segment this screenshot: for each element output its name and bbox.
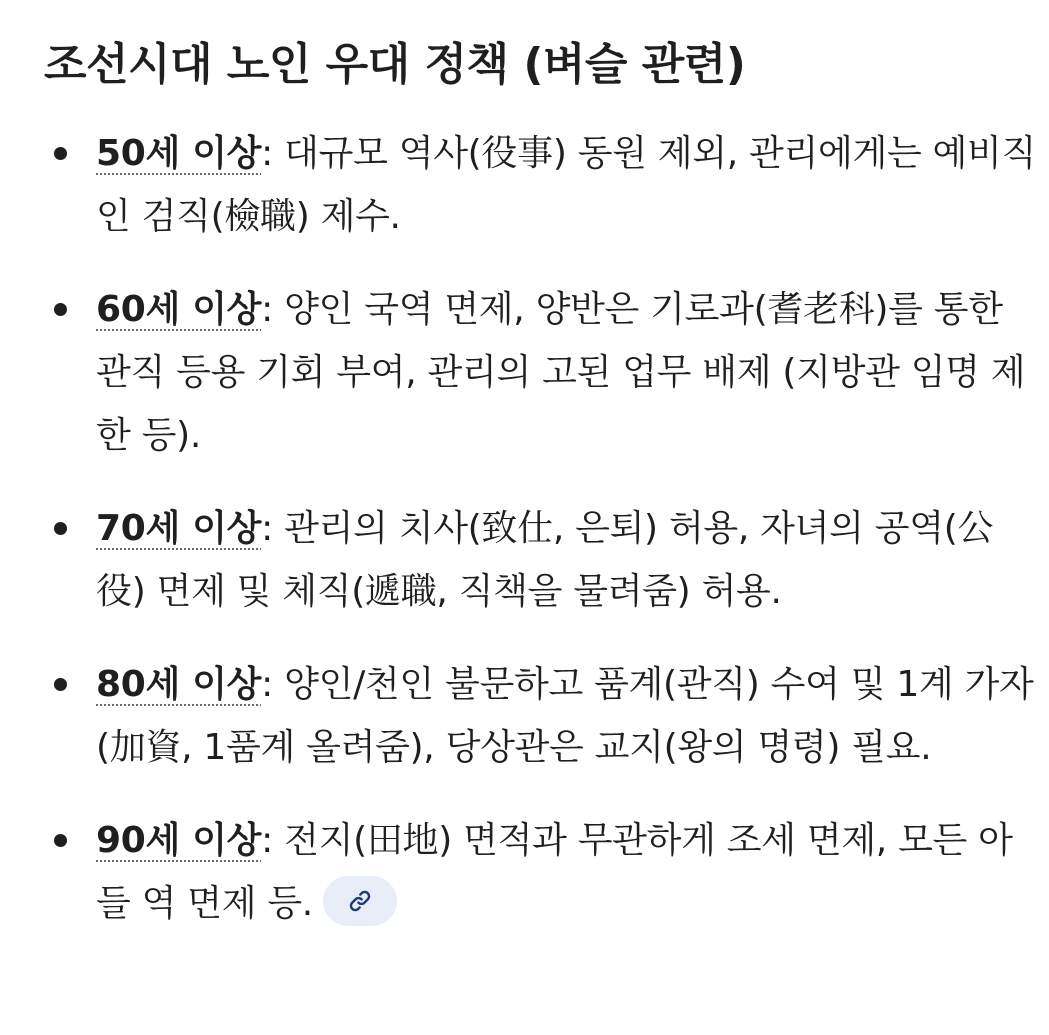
age-term[interactable]: 50세 이상 [96,133,262,174]
item-description: : 양인/천인 불문하고 품계(관직) 수여 및 1계 가자(加資, 1품계 올려줌), 당상관은 교지(왕의 명령) 필요. [96,664,1034,768]
bullet-icon [54,522,67,535]
age-term[interactable]: 60세 이상 [96,289,262,330]
age-term[interactable]: 90세 이상 [96,820,262,861]
item-description: : 대규모 역사(役事) 동원 제외, 관리에게는 예비직인 검직(檢職) 제수. [96,133,1036,237]
age-term[interactable]: 80세 이상 [96,664,262,705]
bullet-icon [54,834,67,847]
item-description: : 전지(田地) 면적과 무관하게 조세 면제, 모든 아들 역 면제 등. [96,820,1013,924]
list-item-60 [44,278,1036,467]
bullet-icon [54,678,67,691]
link-icon [347,888,373,914]
item-description: : 관리의 치사(致仕, 은퇴) 허용, 자녀의 공역(公役) 면제 및 체직(遞職, 직책을 물려줌) 허용. [96,508,994,612]
list-item-70 [44,497,1036,623]
bullet-icon [54,147,67,160]
list-item-80 [44,653,1036,779]
source-link-button[interactable] [323,876,397,926]
list-item-90 [44,809,1036,935]
bullet-icon [54,303,67,316]
page-title: 조선시대 노인 우대 정책 (벼슬 관련) [44,39,746,90]
item-description: : 양인 국역 면제, 양반은 기로과(耆老科)를 통한 관직 등용 기회 부여, 관리의 고된 업무 배제 (지방관 임명 제한 등). [96,289,1026,456]
age-term[interactable]: 70세 이상 [96,508,262,549]
list-item-50 [44,122,1036,248]
policy-list [44,122,1036,935]
